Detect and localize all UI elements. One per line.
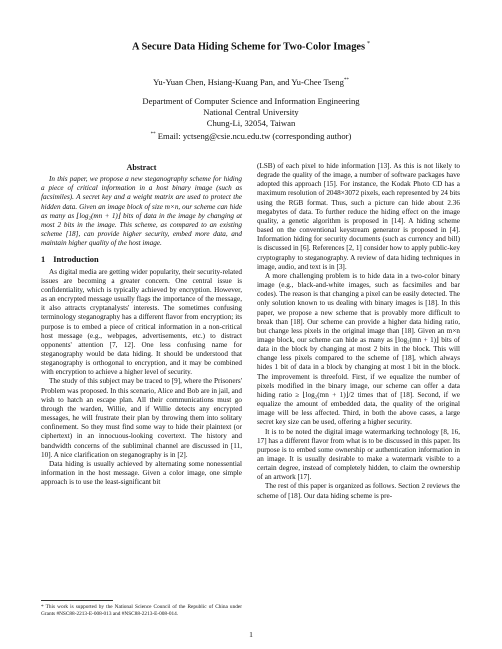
abstract-heading: Abstract xyxy=(126,163,157,172)
affiliation-university: National Central University xyxy=(203,107,299,117)
author-email: Email: yctseng@csie.ncu.edu.tw (corresponding author) xyxy=(157,130,352,141)
paper-title-line xyxy=(0,41,502,52)
author-mark: ** xyxy=(343,78,349,84)
paper-title: A Secure Data Hiding Scheme for Two-Color Images xyxy=(131,41,366,53)
title-footnote-mark: * xyxy=(367,41,371,47)
footnote: * This work is supported by the National Science Council of the Republic of China under Grants #NSC88-2213-E-008-013 and #NSC88-2213-E-008-014. xyxy=(41,604,242,617)
author-line xyxy=(0,77,502,87)
right-column xyxy=(257,162,460,501)
body-paragraph: It is to be noted the digital image watermarking technology [8, 16, 17] has a different flavor from what is to be discussed in this paper. Its purpose is to embed some ownership or authentication information in an image. It is usually desirable to make a watermark visible to a certain degree, instead of completely hidden, to claim the ownership of an artwork [17]. xyxy=(257,427,460,482)
email-line xyxy=(0,129,502,142)
section-number: 1 xyxy=(41,255,46,265)
author-names: Yu-Yuan Chen, Hsiang-Kuang Pan, and Yu-Chee Tseng xyxy=(153,77,344,87)
footnote-rule xyxy=(41,600,113,601)
left-column xyxy=(41,163,242,487)
intro-paragraph: The study of this subject may be traced to [9], where the Prisoners' Problem was proposed. In this scenario, Alice and Bob are in jail, and wish to hatch an escape plan. All their communications must go through the warden, Willie, and if Willie detects any encrypted messages, he will frustrate their plan by throwing them into solitary confinement. So they must find some way to hide their plaintext (or ciphertext) in an innocuous-looking covertext. The history and bandwidth concerns of the subliminal channel are discussed in [11, 10]. A nice clarification on steganography is in [2]. xyxy=(41,377,242,459)
intro-paragraph: Data hiding is usually achieved by alternating some nonessential information in the host message. Given a color image, one simple approach is to use the least-significant bit xyxy=(41,459,242,487)
email-mark: ** xyxy=(150,132,156,137)
affiliation-department: Department of Computer Science and Information Engineering xyxy=(142,96,360,106)
body-paragraph: (LSB) of each pixel to hide information [13]. As this is not likely to degrade the quality of the image, a number of software packages have adopted this approach [15]. For instance, the Kodak Photo CD has a maximum resolution of 2048×3072 pixels, each represented by 24 bits using the RGB format. Thus, such a picture can hide about 2.36 megabytes of data. To further reduce the hiding effect on the image quality, a genetic algorithm is proposed in [14]. A hiding scheme based on the conventional keystream generator is proposed in [4]. Information hiding for security documents (such as currency and bill) is discussed in [6]. References [2, 1] consider how to apply public-key cryptography to steganography. A review of data hiding techniques in image, audio, and text is in [3]. xyxy=(257,162,460,271)
abstract-text: In this paper, we propose a new steganography scheme for hiding a piece of critical information in a host binary image (such as facsimiles). A secret key and a weight matrix are used to protect the hidden data. Given an image block of size m×n, our scheme can hide as many as ⌊log₂(mn + 1)⌋ bits of data in the image by changing at most 2 bits in the image. This scheme, as compared to an existing scheme [18], can provide higher security, embed more data, and maintain higher quality of the host image. xyxy=(41,175,242,248)
section-heading-introduction xyxy=(41,255,242,264)
body-paragraph: A more challenging problem is to hide data in a two-color binary image (e.g., black-and-white images, such as facsimiles and bar codes). The reason is that changing a pixel can be easily detected. The only solution known to us dealing with binary images is [18]. In this paper, we propose a new scheme that is provably more difficult to break than [18]. Our scheme can provide a higher data hiding ratio, but change less pixels in the original image than [18]. Given an m×n image block, our scheme can hide as many as ⌊log₂(mn + 1)⌋ bits of data in the block by changing at most 2 bits in the block. This will change less pixels compared to the scheme of [18], which always hides 1 bit of data in a block by changing at most 1 bit in the block. The improvement is threefold. First, if we equalize the number of pixels modified in the binary image, our scheme can offer a data hiding ratio ≥ ⌊log₂(mn + 1)⌋/2 times that of [18]. Second, if we equalize the amount of embedded data, the quality of the original image will be less affected. Third, in both the above cases, a large secret key size can be used, offering a higher security. xyxy=(257,271,460,427)
intro-paragraph: As digital media are getting wider popularity, their security-related issues are becoming a greater concern. One central issue is confidentiality, which is typically achieved by encryption. However, as an encrypted message usually flags the importance of the message, it also attracts cryptanalysts' interests. The sometimes confusing terminology steganography has a different flavor from encryption; its purpose is to embed a piece of critical information in a non-critical host message (e.g., webpages, advertisements, etc.) to distract opponents' attention [7, 12]. One less confusing name for steganography would be data hiding. It should be understood that steganography is orthogonal to encryption, and it may be combined with encryption to achieve a higher level of security. xyxy=(41,267,242,377)
section-title: Introduction xyxy=(53,255,99,265)
page-number: 1 xyxy=(249,630,253,639)
body-paragraph: The rest of this paper is organized as follows. Section 2 reviews the scheme of [18]. Our data hiding scheme is pre- xyxy=(257,482,460,500)
affiliation-address: Chung-Li, 32054, Taiwan xyxy=(206,118,296,128)
